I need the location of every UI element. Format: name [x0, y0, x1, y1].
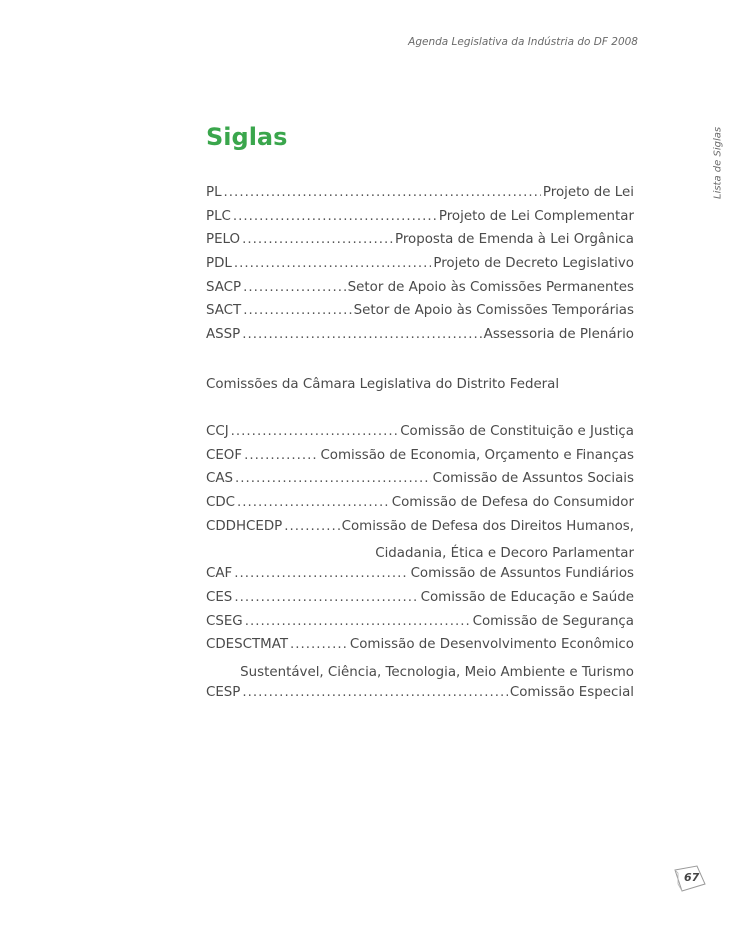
sigla-entry — [206, 185, 634, 209]
sigla-entry — [206, 232, 634, 256]
sigla-abbr: SACP — [206, 279, 242, 295]
dot-leader — [233, 209, 437, 224]
commission-desc: Comissão de Defesa dos Direitos Humanos, — [341, 518, 634, 534]
dot-leader — [237, 495, 390, 510]
sigla-desc: Projeto de Lei — [542, 185, 634, 200]
commission-abbr: CAF — [206, 566, 233, 582]
sigla-abbr: PLC — [206, 208, 231, 224]
commission-entry — [206, 637, 634, 661]
commission-abbr: CDDHCEDP — [206, 518, 283, 534]
commission-abbr: CCJ — [206, 424, 229, 439]
sigla-abbr: ASSP — [206, 327, 241, 343]
commission-entry — [206, 614, 634, 638]
commission-desc: Comissão de Educação e Saúde — [420, 589, 634, 605]
dot-leader — [235, 471, 431, 486]
dot-leader — [290, 637, 348, 652]
commission-desc: Comissão de Desenvolvimento Econômico — [349, 637, 634, 653]
sigla-desc: Projeto de Lei Complementar — [438, 208, 634, 224]
commission-entry — [206, 566, 634, 590]
commission-desc-continuation: Cidadania, Ética e Decoro Parlamentar — [375, 546, 634, 562]
commission-entry — [206, 471, 634, 495]
page-title: Siglas — [206, 123, 288, 151]
dot-leader — [245, 614, 471, 629]
commission-desc: Comissão de Segurança — [472, 613, 634, 629]
dot-leader — [243, 303, 351, 318]
dot-leader — [284, 519, 339, 534]
commission-desc: Comissão Especial — [509, 684, 634, 700]
sigla-abbr: PL — [206, 185, 222, 200]
commission-desc: Comissão de Defesa do Consumidor — [391, 495, 634, 511]
commission-abbr: CEOF — [206, 447, 243, 463]
sigla-entry — [206, 256, 634, 280]
commission-desc: Comissão de Constituição e Justiça — [400, 424, 634, 439]
siglas-list — [206, 185, 634, 351]
sigla-desc: Proposta de Emenda à Lei Orgânica — [394, 232, 634, 248]
commission-entry — [206, 590, 634, 614]
dot-leader — [234, 566, 408, 581]
commission-desc: Comissão de Assuntos Sociais — [432, 471, 634, 487]
commission-abbr: CDC — [206, 495, 236, 511]
running-header: Agenda Legislativa da Indústria do DF 2008 — [408, 36, 638, 48]
dot-leader — [234, 256, 432, 271]
commission-abbr: CESP — [206, 684, 241, 700]
dot-leader — [224, 185, 541, 200]
sigla-desc: Setor de Apoio às Comissões Permanentes — [347, 279, 634, 295]
dot-leader — [242, 232, 393, 247]
sigla-entry — [206, 280, 634, 304]
dot-leader — [234, 590, 418, 605]
commission-entry — [206, 519, 634, 543]
commission-entry — [206, 424, 634, 448]
commissions-heading: Comissões da Câmara Legislativa do Distrito Federal — [206, 377, 560, 392]
commission-abbr: CES — [206, 589, 233, 605]
commission-entry — [206, 495, 634, 519]
commission-abbr: CAS — [206, 471, 234, 487]
sigla-entry — [206, 209, 634, 233]
commission-desc: Comissão de Assuntos Fundiários — [410, 566, 634, 582]
sigla-abbr: PDL — [206, 256, 232, 272]
dot-leader — [242, 685, 508, 700]
page-number: 67 — [684, 871, 700, 884]
side-section-label: Lista de Siglas — [712, 126, 724, 200]
sigla-desc: Assessoria de Plenário — [483, 327, 634, 343]
sigla-desc: Setor de Apoio às Comissões Temporárias — [353, 303, 634, 319]
commission-entry — [206, 685, 634, 709]
sigla-entry — [206, 303, 634, 327]
commission-desc-continuation: Sustentável, Ciência, Tecnologia, Meio Ambiente e Turismo — [240, 664, 634, 680]
sigla-abbr: PELO — [206, 232, 241, 248]
commission-desc: Comissão de Economia, Orçamento e Finanças — [320, 447, 634, 463]
dot-leader — [243, 280, 346, 295]
sigla-desc: Projeto de Decreto Legislativo — [433, 256, 634, 272]
commission-abbr: CDESCTMAT — [206, 637, 289, 653]
commission-entry — [206, 448, 634, 472]
dot-leader — [242, 327, 481, 342]
dot-leader — [231, 424, 399, 439]
commission-abbr: CSEG — [206, 613, 243, 629]
sigla-abbr: SACT — [206, 303, 242, 319]
dot-leader — [244, 448, 318, 463]
commissions-list — [206, 424, 634, 708]
sigla-entry — [206, 327, 634, 351]
